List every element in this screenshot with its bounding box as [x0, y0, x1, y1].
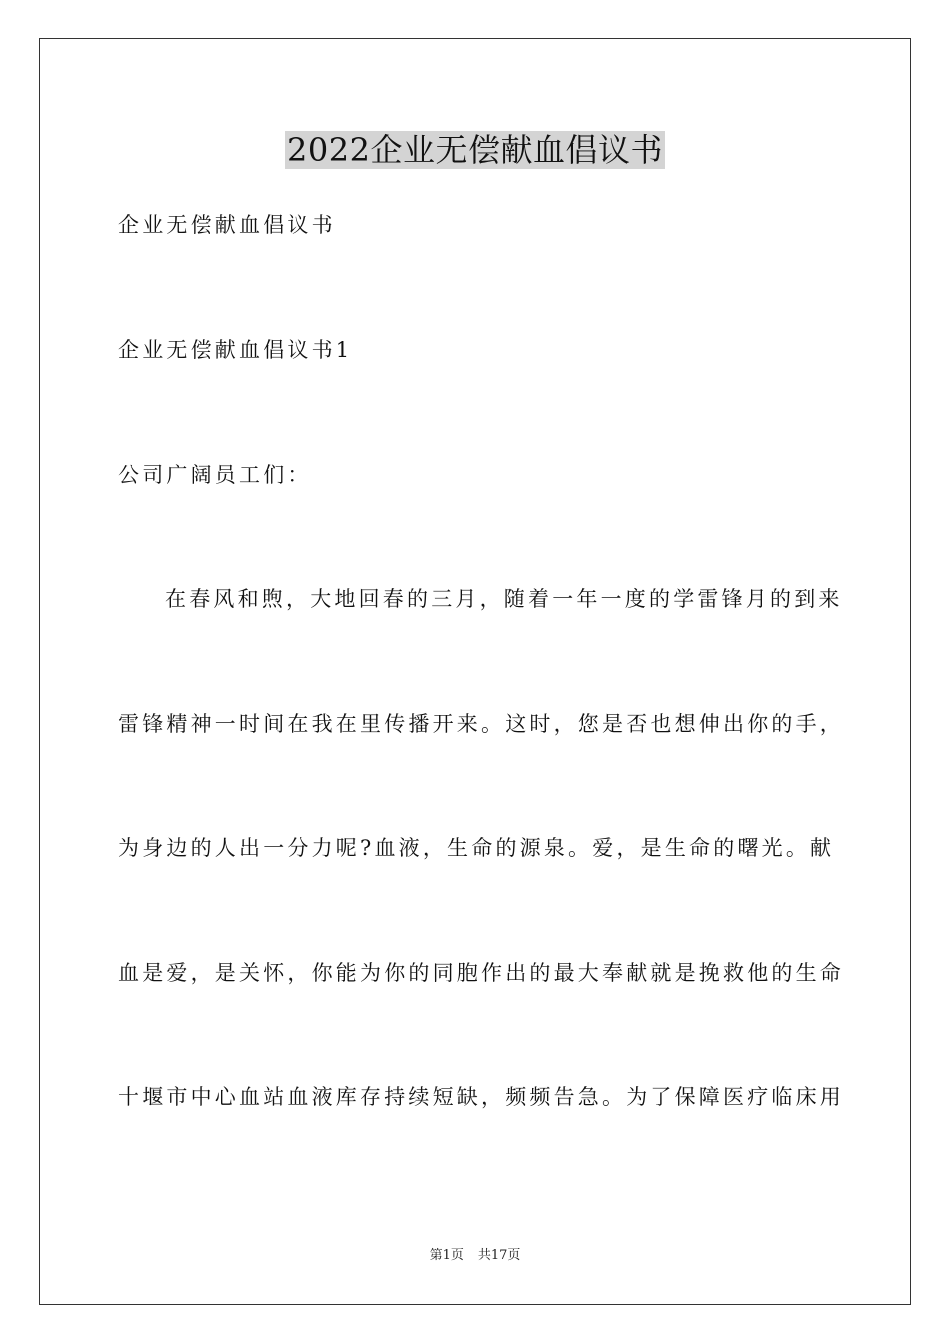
body-line-paragraph: 雷锋精神一时间在我在里传播开来。这时，您是否也想伸出你的手，	[118, 712, 844, 736]
body-line-subtitle: 企业无偿献血倡议书	[118, 213, 336, 237]
document-title-text: 2022企业无偿献血倡议书	[287, 131, 663, 169]
body-line-paragraph: 在春风和煦，大地回春的三月，随着一年一度的学雷锋月的到来	[165, 587, 843, 611]
body-line-heading: 企业无偿献血倡议书1	[118, 338, 353, 362]
body-line-paragraph: 十堰市中心血站血液库存持续短缺，频频告急。为了保障医疗临床用	[118, 1085, 844, 1109]
document-title	[0, 128, 950, 172]
body-line-salutation: 公司广阔员工们：	[118, 463, 312, 487]
page-number: 第1页	[429, 1248, 464, 1263]
page-total: 共17页	[477, 1248, 521, 1263]
body-line-paragraph: 血是爱，是关怀，你能为你的同胞作出的最大奉献就是挽救他的生命	[118, 961, 844, 985]
page-footer	[0, 1247, 950, 1265]
body-line-paragraph: 为身边的人出一分力呢?血液，生命的源泉。爱，是生命的曙光。献	[118, 836, 835, 860]
